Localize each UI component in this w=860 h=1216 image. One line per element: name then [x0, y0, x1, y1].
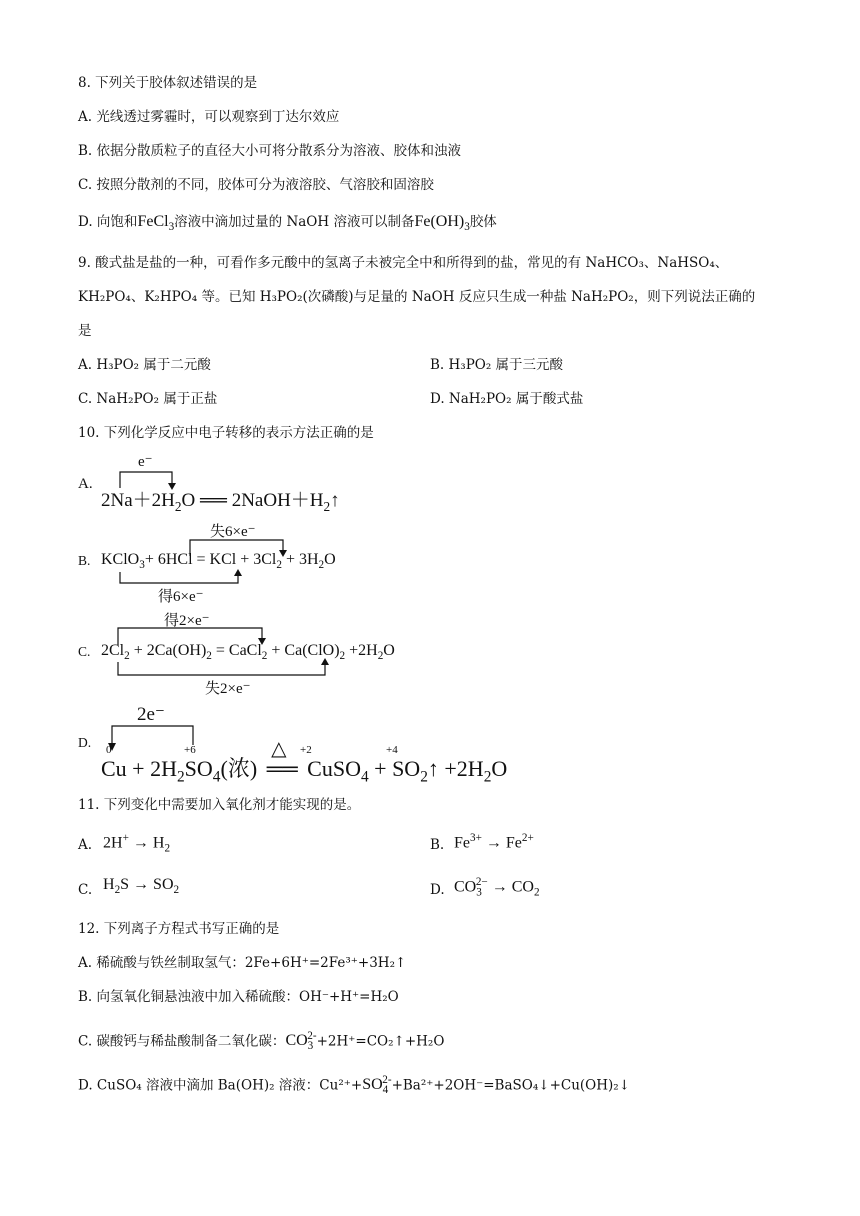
q10-a-electron-label: e⁻: [138, 454, 153, 470]
q10-d-ox-cu: 0: [106, 744, 112, 756]
q10-c-top-label: 得2×e⁻: [164, 613, 210, 629]
q11-option-d-label: D.: [430, 882, 445, 898]
q10-stem: 10. 下列化学反应中电子转移的表示方法正确的是: [78, 425, 374, 441]
q11-option-b-equation: $Fe^{3+} \to Fe^{2+}$: [454, 832, 534, 852]
q8-option-c: C. 按照分散剂的不同，胶体可分为液溶胶、气溶胶和固溶胶: [78, 177, 434, 193]
q8-option-b: B. 依据分散质粒子的直径大小可将分散系分为溶液、胶体和浊液: [78, 143, 462, 159]
q9-option-b: B. H₃PO₂ 属于三元酸: [430, 357, 564, 373]
q11-stem: 11. 下列变化中需要加入氧化剂才能实现的是。: [78, 797, 361, 813]
q9-option-a: A. H₃PO₂ 属于二元酸: [78, 357, 211, 373]
q10-d-ox-cu-product: +2: [300, 744, 312, 756]
q11-option-d-equation: $CO_3^{2-} \to CO_2$: [454, 876, 540, 899]
q10-c-bottom-label: 失2×e⁻: [205, 681, 251, 697]
q8-option-d: D. 向饱和FeCl$_3$溶液中滴加过量的 NaOH 溶液可以制备$Fe(OH)_3$胶体: [78, 213, 497, 234]
q9-option-d: D. NaH₂PO₂ 属于酸式盐: [430, 391, 584, 407]
q11-option-c-label: C.: [78, 882, 93, 898]
q8-stem: 8. 下列关于胶体叙述错误的是: [78, 75, 258, 91]
q10-d-ox-s-product: +4: [386, 744, 398, 756]
q9-option-c: C. NaH₂PO₂ 属于正盐: [78, 391, 218, 407]
q12-option-a: A. 稀硫酸与铁丝制取氢气：2Fe+6H⁺=2Fe³⁺+3H₂↑: [78, 955, 407, 971]
q10-option-d-label: D.: [78, 735, 92, 750]
q11-option-a-label: A.: [78, 837, 93, 853]
q12-stem: 12. 下列离子方程式书写正确的是: [78, 921, 280, 937]
q10-option-d-equation: $Cu + 2H_2SO_4$(浓) △ ══ CuSO$_4$ + $SO_2↑ +2H_2O$: [101, 738, 508, 786]
q10-option-c-equation: $2Cl_2 + 2Ca(OH)_2$ = CaCl$_2$ + $Ca(ClO)_2 +2H_2O$: [101, 642, 395, 663]
q11-option-a-equation: $2H^+ \to H_2$: [103, 832, 171, 855]
q10-b-top-label: 失6×e⁻: [210, 524, 256, 540]
q10-option-a-label: A.: [78, 476, 93, 492]
q12-option-b: B. 向氢氧化铜悬浊液中加入稀硫酸：OH⁻+H⁺=H₂O: [78, 989, 399, 1005]
q12-option-c: C. 碳酸钙与稀盐酸制备二氧化碳：$CO_3^{2-}+2H^+=CO_2↑+H_2O$: [78, 1030, 445, 1053]
q11-option-c-equation: $H_2S \to SO_2$: [103, 876, 180, 897]
q10-option-b-label: B.: [78, 553, 91, 568]
q10-option-c-label: C.: [78, 644, 91, 659]
q10-d-ox-s: +6: [184, 744, 196, 756]
q10-option-a-equation: $2Na+2H_2O$ ══ $2NaOH+H_2↑$: [101, 490, 340, 514]
q9-stem-line2: KH₂PO₄、K₂HPO₄ 等。已知 H₃PO₂(次磷酸)与足量的 NaOH 反应只生成一种盐 NaH₂PO₂，则下列说法正确的: [78, 289, 756, 305]
q10-b-bottom-label: 得6×e⁻: [158, 589, 204, 605]
q9-stem-line3: 是: [78, 323, 92, 339]
q12-option-d: D. CuSO₄ 溶液中滴加 Ba(OH)₂ 溶液：$Cu^{2+}+SO_4^{2-}+Ba^{2+}+2OH^-=BaSO_4↓+Cu(OH)_2↓$: [78, 1074, 631, 1097]
q9-stem-line1: 9. 酸式盐是盐的一种，可看作多元酸中的氢离子未被完全中和所得到的盐，常见的有 NaHCO₃、NaHSO₄、: [78, 255, 729, 271]
q10-option-b-equation: KClO$_3$+ 6HCl = KCl + $3Cl_2 + 3H_2O$: [101, 551, 336, 572]
q10-d-electron-label: 2e⁻: [137, 704, 165, 725]
q11-option-b-label: B.: [430, 837, 445, 853]
q8-option-a: A. 光线透过雾霾时，可以观察到丁达尔效应: [78, 109, 340, 125]
